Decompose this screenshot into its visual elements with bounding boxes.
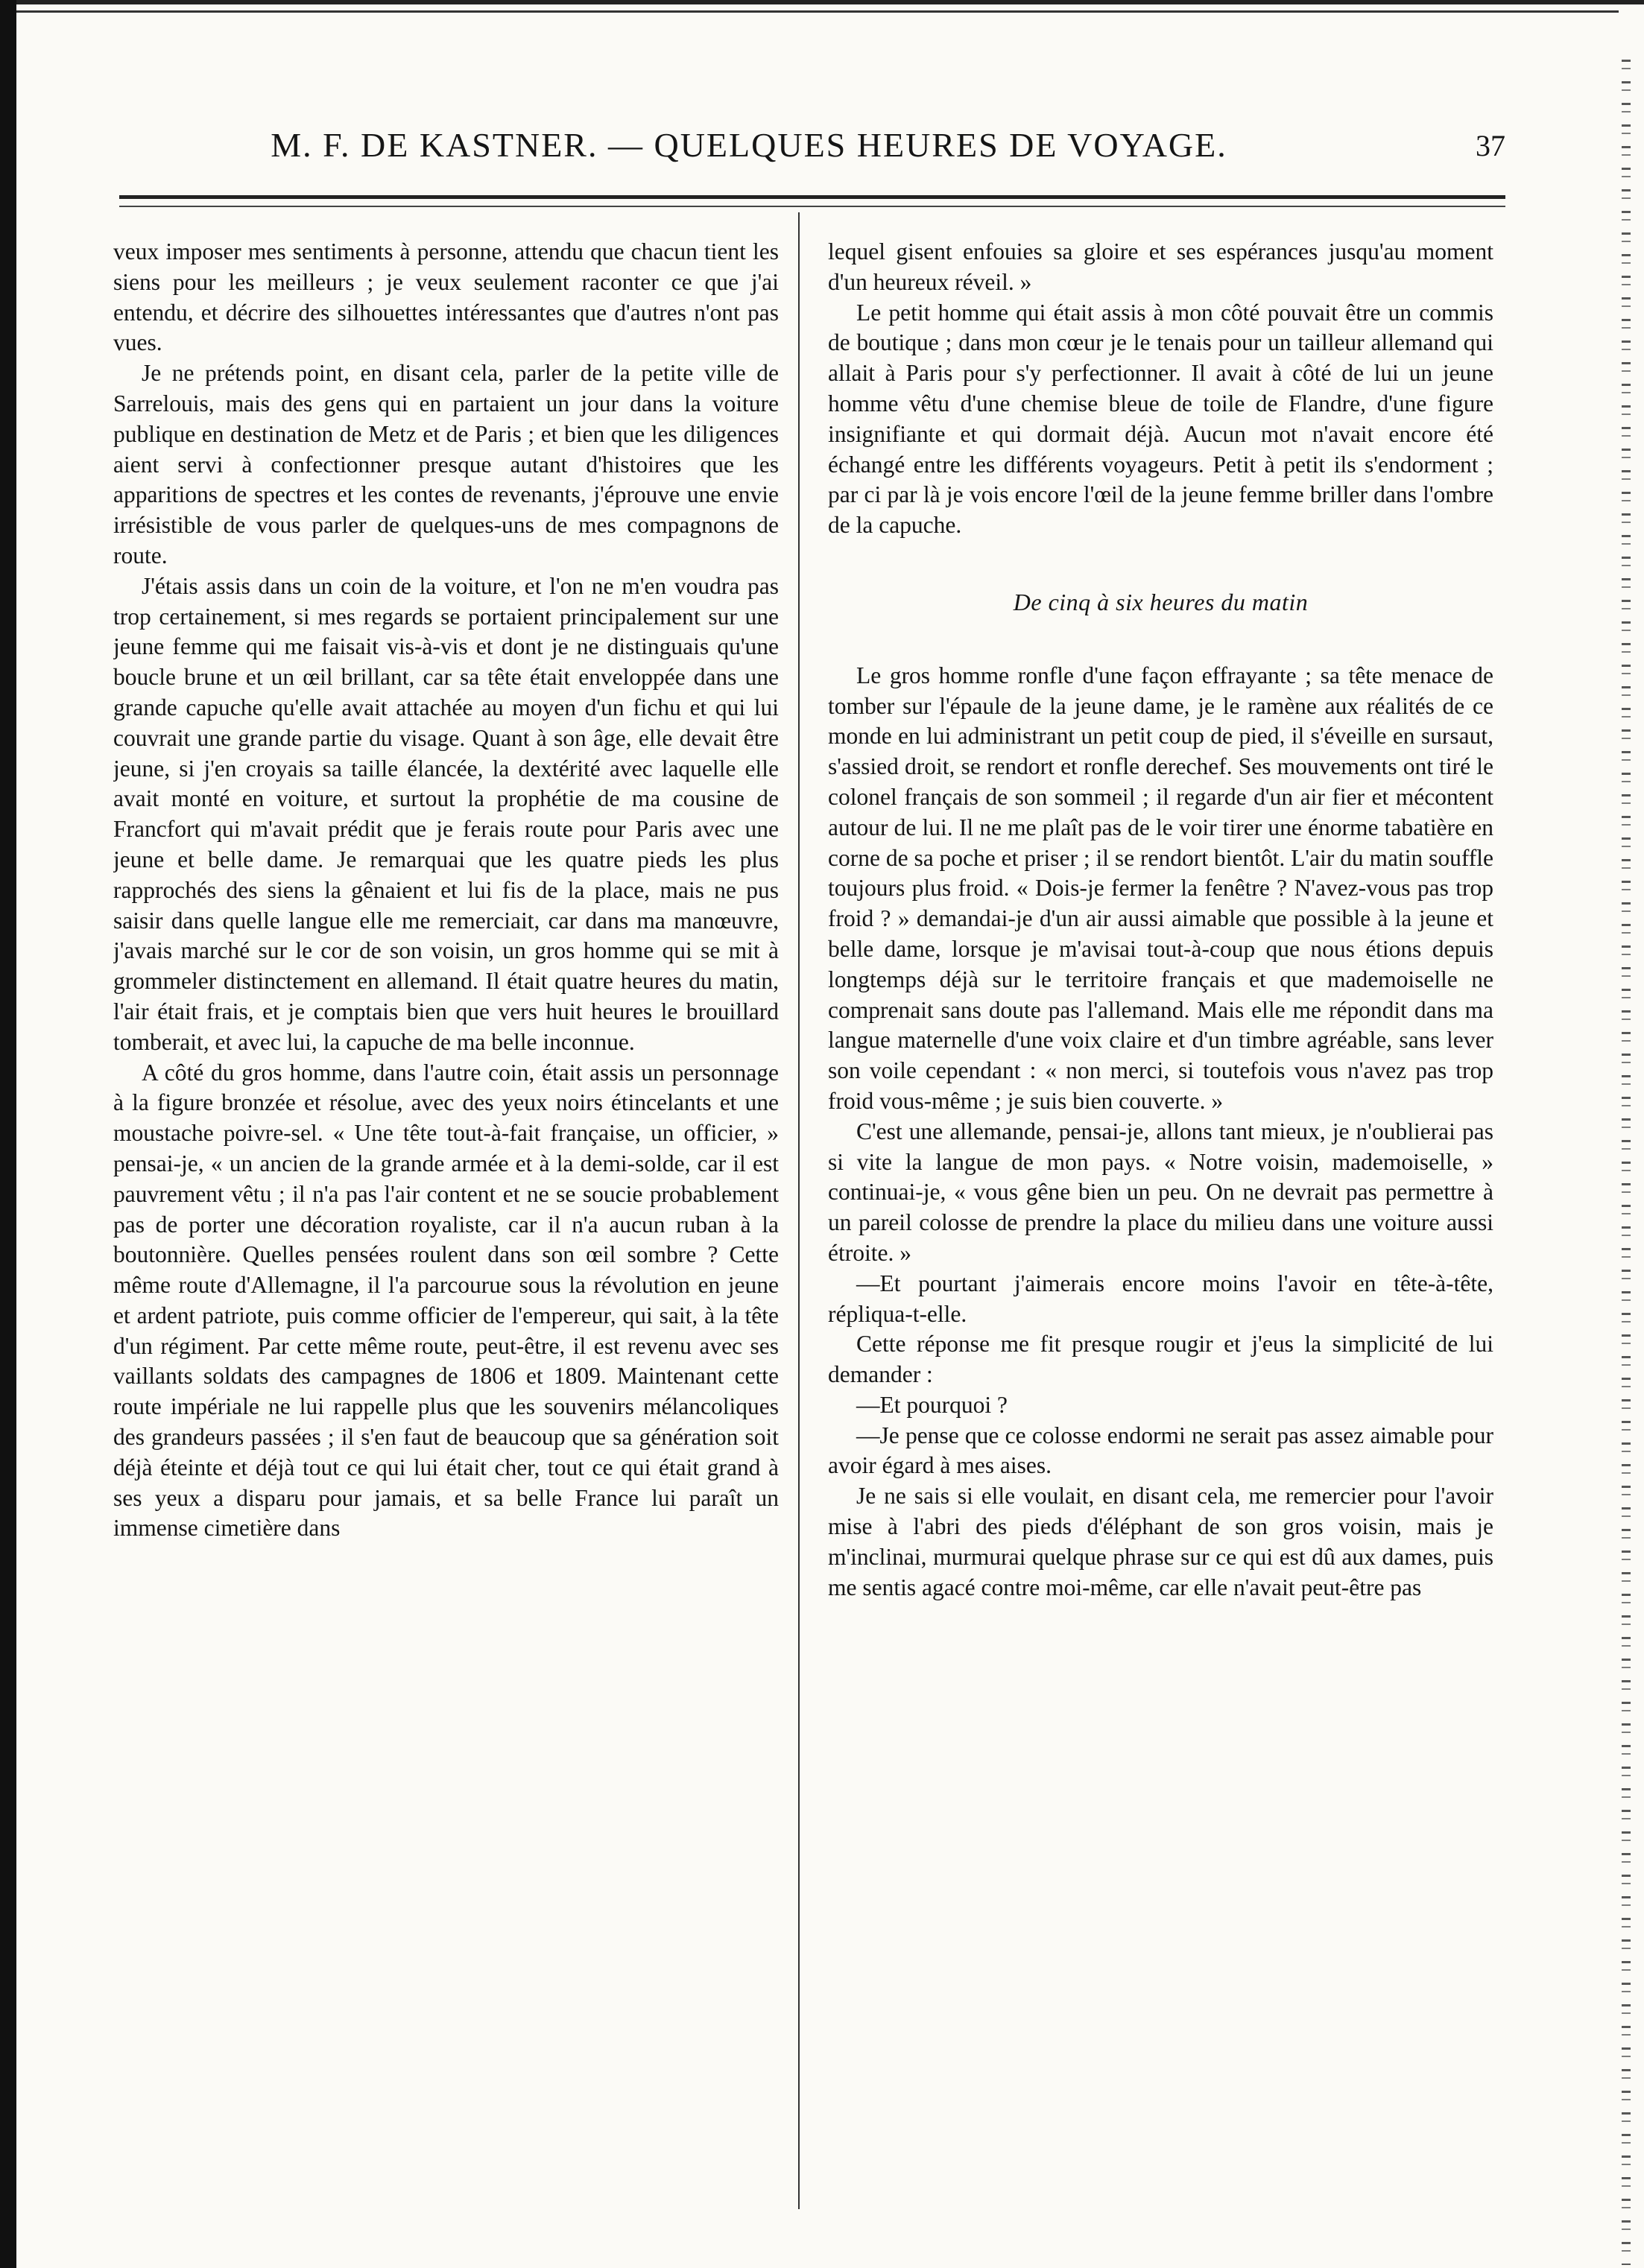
paragraph: C'est une allemande, pensai-je, allons tant mieux, je n'oublierai pas si vite la langue de mon pays. « Notre voisin, mademoiselle, » continuai-je, « vous gêne bien un peu. On ne devrait pas permettre à un pareil colosse de prendre la place du milieu dans une voiture aussi étroite. »	[828, 1118, 1493, 1266]
header-rule-thick	[119, 195, 1505, 199]
paragraph: Je ne sais si elle voulait, en disant cela, me remercier pour l'avoir mise à l'abri des pieds d'éléphant de son gros voisin, mais je m'inclinai, murmurai quelque phrase sur ce qui est dû aux dames, puis me sentis agacé contre moi-même, car elle n'avait peut-être pas	[828, 1483, 1493, 1600]
paragraph: —Et pourtant j'aimerais encore moins l'avoir en tête-à-tête, répliqua-t-elle.	[828, 1270, 1493, 1327]
paragraph: lequel gisent enfouies sa gloire et ses espérances jusqu'au moment d'un heureux réveil. »	[828, 238, 1493, 295]
paragraph: —Et pourquoi ?	[856, 1391, 1008, 1418]
paragraph: Je ne prétends point, en disant cela, parler de la petite ville de Sarrelouis, mais des gens qui en partaient un jour dans la voiture publique en destination de Metz et de Paris ; et bien que les diligences aient servi à confectionner presque autant d'histoires que les apparitions de spectres et les contes de revenants, j'éprouve une envie irrésistible de vous parler de quelques-uns de mes compagnons de route.	[113, 360, 779, 568]
paragraph: J'étais assis dans un coin de la voiture, et l'on ne m'en voudra pas trop certainement, si mes regards se portaient principalement sur une jeune femme qui me faisait vis-à-vis et dont je ne distinguais qu'une boucle brune et un œil brillant, car sa tête était enveloppée dans une grande capuche qu'elle avait attachée au moyen d'un fichu et qui lui couvrait une grande partie du visage. Quant à son âge, elle devait être jeune, si j'en croyais sa taille élancée, la dextérité avec laquelle elle avait monté en voiture, et surtout la prophétie de ma cousine de Francfort qui m'avait prédit que je ferais route pour Paris avec une jeune et belle dame. Je remarquai que les quatre pieds les plus rapprochés des siens la gênaient et lui fis de la place, mais ne pus saisir dans quelle langue elle me remerciait, car dans ma manœuvre, j'avais marché sur le cor de son voisin, un gros homme qui se mit à grommeler distinctement en allemand. Il était quatre heures du matin, l'air était frais, et je comptais bien que vers huit heures le brouillard tomberait, et avec lui, la capuche de ma belle inconnue.	[113, 572, 779, 1055]
paragraph: —Je pense que ce colosse endormi ne serait pas assez aimable pour avoir égard à mes aises.	[828, 1422, 1493, 1479]
scan-top-line	[16, 10, 1619, 13]
paragraph: Cette réponse me fit presque rougir et j'eus la simplicité de lui demander :	[828, 1331, 1493, 1388]
header-rule-thin	[119, 206, 1505, 207]
running-head: M. F. DE KASTNER. — QUELQUES HEURES DE VOYAGE.	[271, 126, 1227, 164]
column-divider	[798, 212, 800, 2209]
paragraph: Le gros homme ronfle d'une façon effrayante ; sa tête menace de tomber sur l'épaule de la jeune dame, je le ramène aux réalités de ce monde en lui administrant un petit coup de pied, il s'éveille en sursaut, s'assied droit, se rendort et ronfle derechef. Ses mouvements ont tiré le colonel français de son sommeil ; il regarde d'un air fier et mécontent autour de lui. Il ne me plaît pas de le voir tirer une énorme tabatière en corne de sa poche et priser ; il se rendort bientôt. L'air du matin souffle toujours plus froid. « Dois-je fermer la fenêtre ? N'avez-vous pas trop froid ? » demandai-je d'un air aussi aimable que possible à la jeune et belle dame, lorsque je m'avisai tout-à-coup que nous étions depuis longtemps déjà sur le territoire français et que mademoiselle ne comprenait sans doute pas l'allemand. Mais elle me répondit dans ma langue maternelle d'une voix claire et d'un timbre agréable, sans lever son voile cependant : « non merci, si toutefois vous n'avez pas trop froid vous-même ; je suis bien couverte. »	[828, 662, 1493, 1114]
scan-left-edge	[0, 0, 16, 2268]
section-title: De cinq à six heures du matin	[1013, 588, 1309, 615]
paragraph: A côté du gros homme, dans l'autre coin, était assis un personnage à la figure bronzée et résolue, avec des yeux noirs étincelants et une moustache poivre-sel. « Une tête tout-à-fait française, un officier, » pensai-je, « un ancien de la grande armée et à la demi-solde, car il est pauvrement vêtu ; il n'a pas l'air content et ne se soucie probablement pas de porter une décoration royaliste, car il n'a aucun ruban à la boutonnière. Quelles pensées roulent dans son œil sombre ? Cette même route d'Allemagne, il l'a parcourue sous la révolution en jeune et ardent patriote, puis comme officier de l'empereur, qui sait, à la tête d'un régiment. Par cette même route, peut-être, il est revenu avec ses vaillants soldats des campagnes de 1806 et 1809. Maintenant cette route impériale ne lui rappelle plus que les souvenirs mélancoliques des grandeurs passées ; il s'en faut de beaucoup que sa génération soit déjà éteinte et déjà tout ce qui lui était cher, tout ce qui était grand à ses yeux a disparu pour jamais, et sa belle France lui paraît un immense cimetière dans	[113, 1059, 779, 1542]
scan-right-edge	[1622, 60, 1631, 2265]
paragraph: veux imposer mes sentiments à personne, attendu que chacun tient les siens pour les meilleurs ; je veux seulement raconter ce que j'ai entendu, et décrire des silhouettes intéressantes que d'autres n'ont pas vues.	[113, 238, 779, 356]
page-number: 37	[1476, 129, 1505, 162]
paragraph: Le petit homme qui était assis à mon côté pouvait être un commis de boutique ; dans mon cœur je le tenais pour un tailleur allemand qui allait à Paris pour s'y perfectionner. Il avait à côté de lui un jeune homme vêtu d'une chemise bleue de toile de Flandre, d'une figure insignifiante et qui dormait déjà. Aucun mot n'avait encore été échangé entre les différents voyageurs. Petit à petit ils s'endorment ; par ci par là je vois encore l'œil de la jeune femme briller dans l'ombre de la capuche.	[828, 299, 1493, 539]
scan-top-edge	[16, 0, 1644, 4]
page-header	[119, 125, 1505, 177]
left-column	[113, 237, 779, 2204]
right-column	[828, 237, 1493, 2204]
